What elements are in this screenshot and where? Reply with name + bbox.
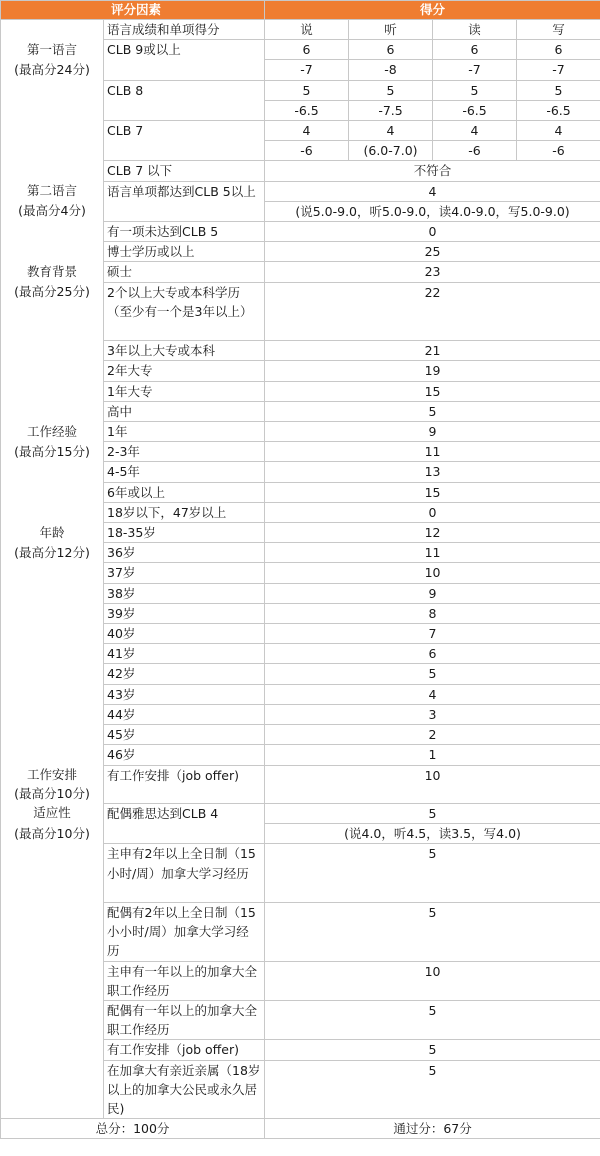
row-label: 37岁: [104, 563, 265, 583]
score-cell: (6.0-7.0): [349, 141, 433, 161]
score-cell: 6: [433, 40, 517, 60]
table-row: [1, 100, 600, 120]
table-row: [1, 482, 600, 502]
score-cell: 5: [265, 803, 600, 823]
row-label: 2-3年: [104, 442, 265, 462]
score-cell: 4: [265, 181, 600, 201]
table-row: [1, 543, 600, 563]
table-row: [1, 242, 600, 262]
row-label: 36岁: [104, 543, 265, 563]
score-cell: 5: [265, 1040, 600, 1060]
header-score: 得分: [265, 1, 600, 20]
table-row: [1, 603, 600, 623]
factor-max: (最高分10分): [1, 784, 104, 803]
score-cell: 25: [265, 242, 600, 262]
factor-name: 年龄: [1, 523, 104, 543]
row-label: 配偶有一年以上的加拿大全职工作经历: [104, 1000, 265, 1039]
row-label: 3年以上大专或本科: [104, 341, 265, 361]
score-cell: -7: [433, 60, 517, 80]
score-cell: 19: [265, 361, 600, 381]
row-label: 硕士: [104, 262, 265, 282]
row-label: 主申有一年以上的加拿大全职工作经历: [104, 961, 265, 1000]
score-cell: 5: [265, 1000, 600, 1039]
score-cell: 8: [265, 603, 600, 623]
subheader-label: 语言成绩和单项得分: [104, 20, 265, 40]
factor-name: 适应性: [1, 803, 104, 823]
table-row: [1, 40, 600, 60]
table-row: [1, 222, 600, 242]
score-cell: -8: [349, 60, 433, 80]
score-cell: 5: [265, 902, 600, 961]
table-row: [1, 161, 600, 181]
score-cell: -7: [517, 60, 600, 80]
row-label: 38岁: [104, 583, 265, 603]
factor-max: (最高分4分): [1, 201, 104, 221]
skill-write: 写: [517, 20, 600, 40]
skill-read: 读: [433, 20, 517, 40]
row-label: 4-5年: [104, 462, 265, 482]
factor-max: (最高分10分): [1, 824, 104, 844]
score-cell: 1: [265, 745, 600, 765]
table-row: [1, 381, 600, 401]
table-row: [1, 1040, 600, 1060]
table-row: [1, 704, 600, 724]
table-row: [1, 422, 600, 442]
row-label: 1年大专: [104, 381, 265, 401]
factor-max: (最高分25分): [1, 282, 104, 341]
score-cell: 2: [265, 725, 600, 745]
pass-score: 通过分：67分: [265, 1119, 600, 1139]
score-note: (说5.0-9.0，听5.0-9.0，读4.0-9.0，写5.0-9.0): [265, 201, 600, 221]
table-row: [1, 824, 600, 844]
table-row: [1, 462, 600, 482]
score-cell: 5: [265, 844, 600, 903]
score-cell: 5: [265, 401, 600, 421]
row-label: 39岁: [104, 603, 265, 623]
skill-speak: 说: [265, 20, 349, 40]
row-label: 有工作安排（job offer): [104, 1040, 265, 1060]
score-cell: 5: [265, 80, 349, 100]
score-cell: 4: [517, 121, 600, 141]
score-cell: 6: [349, 40, 433, 60]
factor-max: (最高分12分): [1, 543, 104, 563]
header-factor: 评分因素: [1, 1, 265, 20]
row-label: 配偶雅思达到CLB 4: [104, 803, 265, 843]
score-cell: 不符合: [265, 161, 600, 181]
score-cell: -6: [517, 141, 600, 161]
score-cell: 4: [265, 121, 349, 141]
row-label: 45岁: [104, 725, 265, 745]
table-row: [1, 902, 600, 961]
score-cell: 22: [265, 282, 600, 341]
table-row: [1, 844, 600, 903]
row-label: 6年或以上: [104, 482, 265, 502]
score-cell: 6: [517, 40, 600, 60]
table-row: [1, 765, 600, 784]
row-label: 44岁: [104, 704, 265, 724]
table-row: [1, 181, 600, 201]
row-label: 46岁: [104, 745, 265, 765]
score-cell: 3: [265, 704, 600, 724]
factor-name: 教育背景: [1, 262, 104, 282]
score-cell: -6: [433, 141, 517, 161]
factor-name: 工作安排: [1, 765, 104, 784]
score-cell: 10: [265, 961, 600, 1000]
total-score: 总分：100分: [1, 1119, 265, 1139]
table-row: [1, 725, 600, 745]
table-row: [1, 401, 600, 421]
row-label: 高中: [104, 401, 265, 421]
score-cell: 5: [433, 80, 517, 100]
score-cell: 15: [265, 381, 600, 401]
row-label: 43岁: [104, 684, 265, 704]
table-row: [1, 121, 600, 141]
score-cell: 4: [265, 684, 600, 704]
table-header-row: [1, 1, 600, 20]
table-row: [1, 341, 600, 361]
table-row: [1, 20, 600, 40]
score-cell: 4: [433, 121, 517, 141]
table-row: [1, 1060, 600, 1119]
table-row: [1, 563, 600, 583]
score-cell: 15: [265, 482, 600, 502]
table-footer-row: [1, 1119, 600, 1139]
score-cell: 11: [265, 543, 600, 563]
row-label: 博士学历或以上: [104, 242, 265, 262]
skill-listen: 听: [349, 20, 433, 40]
table-row: [1, 201, 600, 221]
score-cell: 6: [265, 40, 349, 60]
factor-name: 第二语言: [1, 181, 104, 201]
score-cell: -6: [265, 141, 349, 161]
score-cell: -7: [265, 60, 349, 80]
level-label: CLB 9或以上: [104, 40, 265, 80]
table-row: [1, 664, 600, 684]
factor-max: (最高分24分): [1, 60, 104, 80]
score-cell: 23: [265, 262, 600, 282]
table-row: [1, 1000, 600, 1039]
table-row: [1, 745, 600, 765]
table-row: [1, 583, 600, 603]
level-label: CLB 8: [104, 80, 265, 120]
row-label: 2个以上大专或本科学历（至少有一个是3年以上）: [104, 282, 265, 341]
factor-name: 工作经验: [1, 422, 104, 442]
table-row: [1, 803, 600, 823]
row-label: 有工作安排（job offer): [104, 765, 265, 803]
table-row: [1, 523, 600, 543]
score-cell: -6.5: [517, 100, 600, 120]
table-row: [1, 80, 600, 100]
factor-name: 第一语言: [1, 40, 104, 60]
table-row: [1, 141, 600, 161]
score-cell: 9: [265, 583, 600, 603]
score-cell: 13: [265, 462, 600, 482]
score-cell: 21: [265, 341, 600, 361]
score-cell: 11: [265, 442, 600, 462]
score-cell: -6.5: [433, 100, 517, 120]
table-row: [1, 361, 600, 381]
score-cell: 4: [349, 121, 433, 141]
row-label: 1年: [104, 422, 265, 442]
score-cell: -7.5: [349, 100, 433, 120]
table-row: [1, 684, 600, 704]
row-label: 41岁: [104, 644, 265, 664]
score-cell: 12: [265, 523, 600, 543]
score-cell: 9: [265, 422, 600, 442]
score-cell: 10: [265, 765, 600, 803]
score-cell: 0: [265, 222, 600, 242]
score-cell: 5: [265, 1060, 600, 1119]
table-row: [1, 502, 600, 522]
score-cell: 10: [265, 563, 600, 583]
score-cell: 5: [349, 80, 433, 100]
score-cell: 7: [265, 624, 600, 644]
table-row: [1, 442, 600, 462]
row-label: 18岁以下，47岁以上: [104, 502, 265, 522]
table-row: [1, 262, 600, 282]
score-cell: 6: [265, 644, 600, 664]
row-label: 18-35岁: [104, 523, 265, 543]
score-cell: 5: [517, 80, 600, 100]
row-label: 2年大专: [104, 361, 265, 381]
score-note: (说4.0，听4.5，读3.5，写4.0): [265, 824, 600, 844]
table-row: [1, 282, 600, 341]
table-row: [1, 624, 600, 644]
score-cell: -6.5: [265, 100, 349, 120]
score-cell: 5: [265, 664, 600, 684]
factor-max: (最高分15分): [1, 442, 104, 462]
row-label: 42岁: [104, 664, 265, 684]
table-row: [1, 60, 600, 80]
row-label: 语言单项都达到CLB 5以上: [104, 181, 265, 221]
score-cell: 0: [265, 502, 600, 522]
table-row: [1, 961, 600, 1000]
row-label: 有一项未达到CLB 5: [104, 222, 265, 242]
level-label: CLB 7: [104, 121, 265, 161]
row-label: 在加拿大有亲近亲属（18岁以上的加拿大公民或永久居民): [104, 1060, 265, 1119]
row-label: 主申有2年以上全日制（15小时/周）加拿大学习经历: [104, 844, 265, 903]
table-row: [1, 644, 600, 664]
row-label: 40岁: [104, 624, 265, 644]
level-label: CLB 7 以下: [104, 161, 265, 181]
row-label: 配偶有2年以上全日制（15小小时/周）加拿大学习经历: [104, 902, 265, 961]
